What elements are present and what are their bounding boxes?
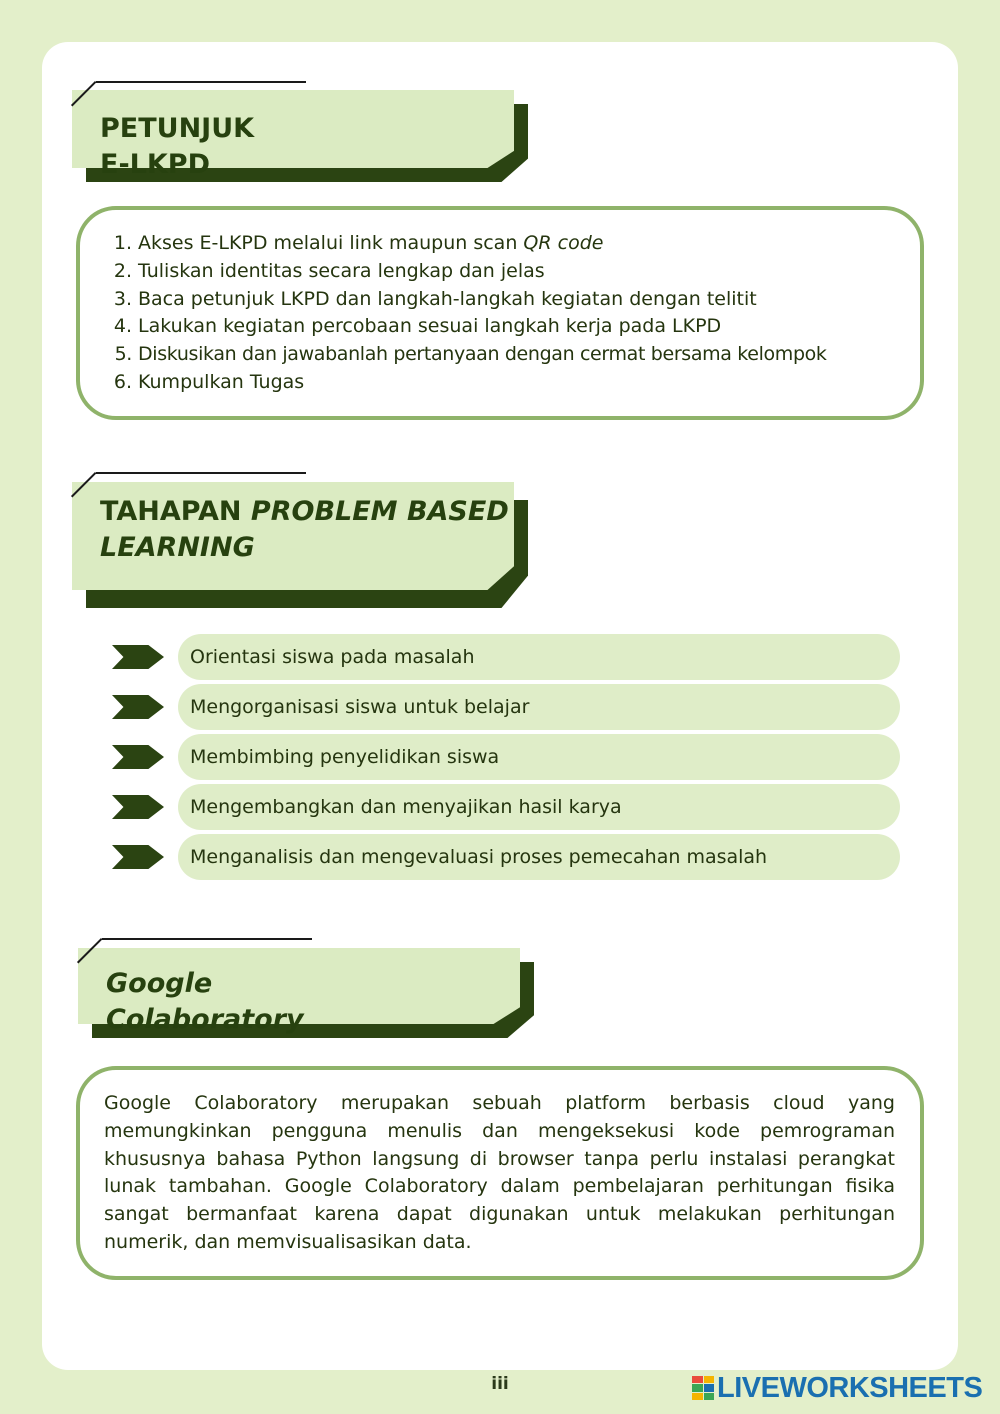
section-title: PETUNJUK E-LKPD — [100, 113, 255, 181]
stage-label: Orientasi siswa pada masalah — [178, 634, 900, 680]
list-item: 2. Tuliskan identitas secara lengkap dan jelas — [113, 259, 545, 282]
stage-label: Membimbing penyelidikan siswa — [178, 734, 900, 780]
list-item: 1. Akses E-LKPD melalui link maupun scan QR code — [113, 232, 604, 254]
section-title: Google Colaboratory — [106, 968, 304, 1036]
chevron-right-icon — [112, 745, 164, 769]
petunjuk-box — [76, 206, 924, 420]
chevron-right-icon — [112, 845, 164, 869]
pbl-stage — [112, 734, 902, 780]
list-item: 4. Lakukan kegiatan percobaan sesuai langkah kerja pada LKPD — [113, 315, 722, 338]
stage-label: Mengembangkan dan menyajikan hasil karya — [178, 784, 900, 830]
steps-list — [108, 230, 827, 397]
liveworksheets-icon — [692, 1376, 714, 1400]
pbl-stage — [112, 784, 902, 830]
list-item: 3. Baca petunjuk LKPD dan langkah-langkah kegiatan dengan telitit — [113, 287, 757, 310]
list-item: 5. Diskusikan dan jawabanlah pertanyaan dengan cermat bersama kelompok — [114, 343, 827, 366]
pbl-stage — [112, 684, 902, 730]
brand-name: LIVEWORKSHEETS — [717, 1371, 983, 1404]
stage-label: Mengorganisasi siswa untuk belajar — [178, 684, 900, 730]
stage-label: Menganalisis dan mengevaluasi proses pemecahan masalah — [178, 834, 900, 880]
list-item: 6. Kumpulkan Tugas — [113, 370, 305, 393]
page-number: iii — [491, 1374, 509, 1394]
pbl-stage — [112, 834, 902, 880]
colab-box — [76, 1066, 924, 1280]
chevron-right-icon — [112, 795, 164, 819]
colab-paragraph: Google Colaboratory merupakan sebuah platform berbasis cloud yang memungkinkan pengguna menulis dan mengeksekusi kode pemrograman khususnya bahasa Python langsung di browser tanpa perlu instalasi perangkat lunak tambahan. Google Colaboratory dalam pembelajaran perhitungan fisika sangat bermanfaat karena dapat digunakan untuk melakukan perhitungan numerik, dan memvisualisasikan data. — [104, 1092, 895, 1253]
section-title: TAHAPAN PROBLEM BASED LEARNING — [100, 496, 509, 564]
chevron-right-icon — [112, 645, 164, 669]
liveworksheets-logo[interactable] — [692, 1372, 982, 1404]
pbl-stage — [112, 634, 902, 680]
chevron-right-icon — [112, 695, 164, 719]
